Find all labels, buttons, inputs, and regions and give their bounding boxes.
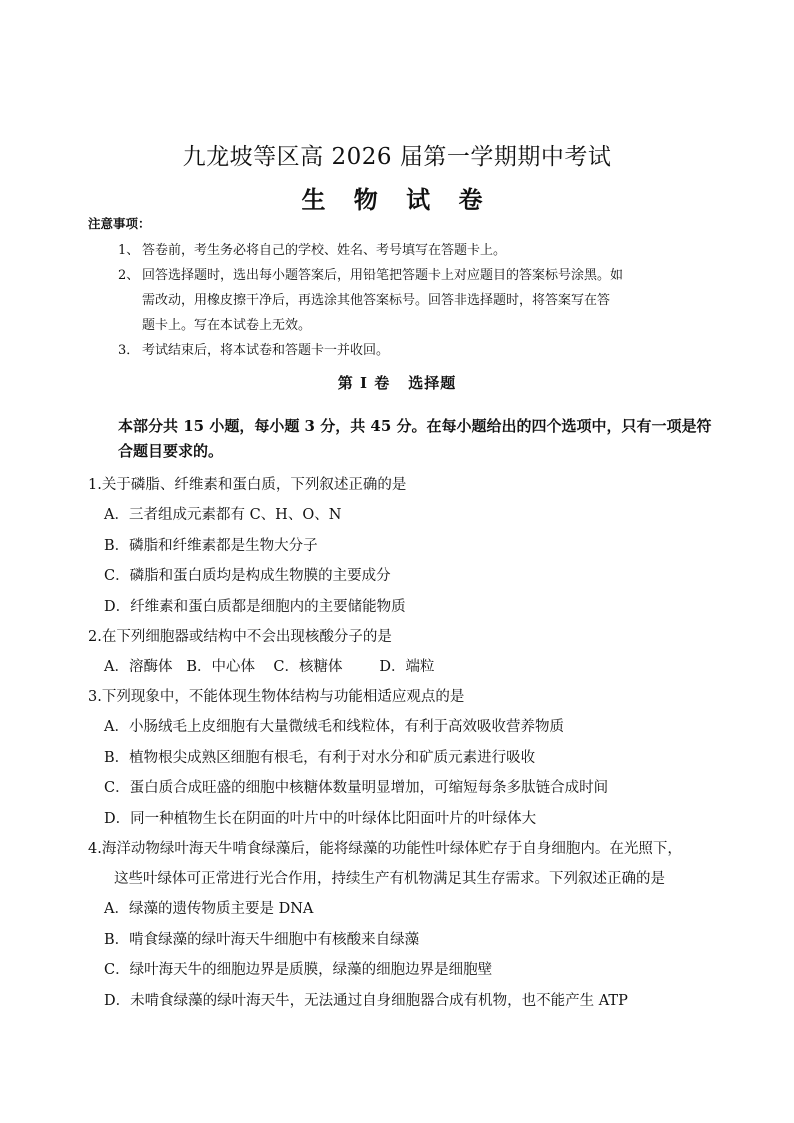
question-stem: 1.关于磷脂、纤维素和蛋白质，下列叙述正确的是 [88, 477, 407, 493]
notice-item [118, 238, 718, 263]
question-stem: 2.在下列细胞器或结构中不会出现核酸分子的是 [88, 629, 392, 645]
intro-line: 合题目要求的。 [118, 442, 224, 460]
question-stem-continued: 这些叶绿体可正常进行光合作用，持续生产有机物满足其生存需求。下列叙述正确的是 [114, 871, 665, 887]
option-a: A．三者组成元素都有 C、H、O、N [104, 507, 342, 523]
option-b: B．磷脂和纤维素都是生物大分子 [104, 537, 318, 554]
notice-line: 考试结束后，将本试卷和答题卡一并收回。 [142, 343, 390, 358]
notice-line: 答卷前，考生务必将自己的学校、姓名、考号填写在答题卡上。 [142, 243, 507, 258]
notice-item-number: 1、 [118, 243, 140, 258]
intro-line: 本部分共 15 小题，每小题 3 分，共 45 分。在每小题给出的四个选项中，只有一项是符 [118, 417, 712, 435]
notice-item-number: 2、 [118, 268, 140, 283]
option-c: C．核糖体 [273, 659, 343, 675]
notice-line: 题卡上。写在本试卷上无效。 [142, 318, 312, 333]
option-d: D．纤维素和蛋白质都是细胞内的主要储能物质 [104, 598, 406, 615]
question-4 [88, 834, 718, 1016]
option-b: B．中心体 [186, 659, 255, 675]
question-stem: 3.下列现象中，不能体现生物体结构与功能相适应观点的是 [88, 689, 465, 705]
option-b: B．啃食绿藻的绿叶海天牛细胞中有核酸来自绿藻 [104, 931, 420, 948]
notice-item [118, 338, 718, 363]
option-c: C．磷脂和蛋白质均是构成生物膜的主要成分 [104, 568, 391, 584]
notice-line: 需改动，用橡皮擦干净后，再选涂其他答案标号。回答非选择题时，将答案写在答 [142, 293, 611, 308]
question-stem: 4.海洋动物绿叶海天牛啃食绿藻后，能将绿藻的功能性叶绿体贮存于自身细胞内。在光照下， [88, 841, 682, 857]
question-2 [88, 622, 718, 682]
option-b: B．植物根尖成熟区细胞有根毛，有利于对水分和矿质元素进行吸收 [104, 749, 536, 766]
inline-options [88, 652, 718, 682]
option-a: A．小肠绒毛上皮细胞有大量微绒毛和线粒体，有利于高效吸收营养物质 [104, 719, 564, 735]
section-title [0, 372, 794, 393]
option-c: C．绿叶海天牛的细胞边界是质膜，绿藻的细胞边界是细胞壁 [104, 962, 493, 978]
notice-item [118, 263, 718, 338]
option-d: D．未啃食绿藻的绿叶海天牛，无法通过自身细胞器合成有机物，也不能产生 ATP [104, 992, 628, 1009]
subject-title: 生 物 试 卷 [301, 185, 493, 214]
notice-heading: 注意事项： [88, 216, 151, 231]
notice-list [118, 238, 718, 363]
option-d: D．端粒 [379, 659, 435, 675]
question-list [88, 470, 718, 1016]
option-c: C．蛋白质合成旺盛的细胞中核糖体数量明显增加，可缩短每条多肽链合成时间 [104, 780, 609, 796]
notice-line: 回答选择题时，选出每小题答案后，用铅笔把答题卡上对应题目的答案标号涂黑。如 [142, 268, 624, 283]
section-part: 第 I 卷 [337, 374, 391, 392]
option-a: A．溶酶体 [104, 659, 173, 675]
question-1 [88, 470, 718, 622]
option-a: A．绿藻的遗传物质主要是 DNA [104, 901, 314, 917]
option-d: D．同一种植物生长在阴面的叶片中的叶绿体比阳面叶片的叶绿体大 [104, 810, 537, 827]
notice-item-number: 3． [118, 343, 140, 358]
exam-title: 九龙坡等区高 2026 届第一学期期中考试 [182, 144, 612, 170]
section-intro [118, 414, 718, 464]
section-name: 选择题 [408, 374, 457, 392]
question-3 [88, 682, 718, 834]
